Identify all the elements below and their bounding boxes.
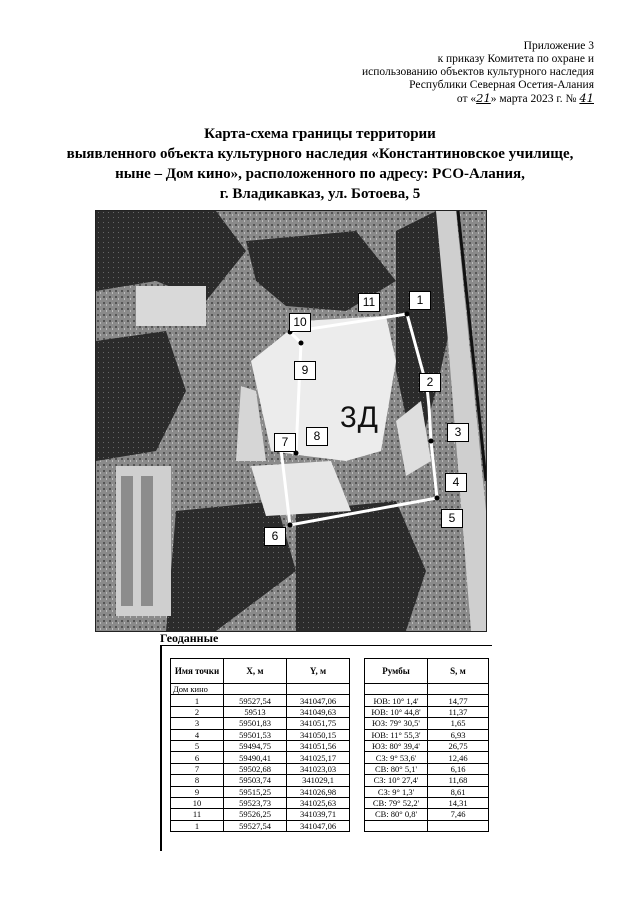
y-cell: 341025,63 bbox=[287, 797, 350, 808]
y-cell: 341029,1 bbox=[287, 775, 350, 786]
geodata-title: Геоданные bbox=[160, 631, 219, 645]
table-row bbox=[171, 797, 489, 808]
x-cell: 59523,73 bbox=[224, 797, 287, 808]
point-name-cell: 1 bbox=[171, 695, 224, 706]
point-name-cell: 1 bbox=[171, 820, 224, 831]
appendix-line: к приказу Комитета по охране и bbox=[437, 53, 594, 65]
point-label-10: 10 bbox=[289, 313, 311, 332]
rumb-cell: СВ: 80° 0,8' bbox=[365, 809, 428, 820]
order-number: 41 bbox=[579, 91, 594, 105]
point-label-7: 7 bbox=[274, 433, 296, 452]
y-cell: 341049,63 bbox=[287, 706, 350, 717]
s-cell: 6,93 bbox=[428, 729, 489, 740]
rumb-cell: ЮВ: 10° 1,4' bbox=[365, 695, 428, 706]
geodata-table bbox=[170, 658, 489, 832]
s-cell-empty bbox=[428, 820, 489, 831]
y-cell: 341047,06 bbox=[287, 695, 350, 706]
table-row bbox=[171, 718, 489, 729]
s-cell: 6,16 bbox=[428, 763, 489, 774]
point-name-cell: 7 bbox=[171, 763, 224, 774]
point-name-cell: 5 bbox=[171, 740, 224, 751]
table-row bbox=[171, 820, 489, 831]
title-line: выявленного объекта культурного наследия «Константиновское училище, bbox=[66, 146, 574, 162]
point-name-cell: 9 bbox=[171, 786, 224, 797]
date-prefix: от « bbox=[456, 93, 477, 105]
appendix-line: Приложение 3 bbox=[523, 40, 594, 52]
point-name-cell: 8 bbox=[171, 775, 224, 786]
appendix-line: Республики Северная Осетия-Алания bbox=[409, 79, 594, 91]
y-cell: 341047,06 bbox=[287, 820, 350, 831]
table-row bbox=[171, 729, 489, 740]
point-name-cell: 3 bbox=[171, 718, 224, 729]
x-cell: 59502,68 bbox=[224, 763, 287, 774]
point-label-6: 6 bbox=[264, 527, 286, 546]
point-name-cell: 10 bbox=[171, 797, 224, 808]
rumb-cell: СЗ: 9° 53,6' bbox=[365, 752, 428, 763]
point-name-cell: 2 bbox=[171, 706, 224, 717]
s-cell: 12,46 bbox=[428, 752, 489, 763]
s-cell: 26,75 bbox=[428, 740, 489, 751]
document-title bbox=[20, 124, 620, 204]
rumb-cell: ЮВ: 11° 55,3' bbox=[365, 729, 428, 740]
header-s: S, м bbox=[428, 659, 489, 684]
table-row bbox=[171, 763, 489, 774]
s-cell: 14,31 bbox=[428, 797, 489, 808]
group-label: Дом кино bbox=[171, 684, 224, 695]
x-cell: 59494,75 bbox=[224, 740, 287, 751]
table-row bbox=[171, 775, 489, 786]
header-y: Y, м bbox=[287, 659, 350, 684]
title-line: Карта-схема границы территории bbox=[204, 126, 436, 142]
rumb-cell: СЗ: 9° 1,3' bbox=[365, 786, 428, 797]
s-cell: 11,68 bbox=[428, 775, 489, 786]
x-cell: 59490,41 bbox=[224, 752, 287, 763]
table-row bbox=[171, 786, 489, 797]
point-label-5: 5 bbox=[441, 509, 463, 528]
table-row bbox=[171, 706, 489, 717]
x-cell: 59503,74 bbox=[224, 775, 287, 786]
rumb-cell: СВ: 80° 5,1' bbox=[365, 763, 428, 774]
point-name-cell: 6 bbox=[171, 752, 224, 763]
x-cell: 59515,25 bbox=[224, 786, 287, 797]
y-cell: 341051,75 bbox=[287, 718, 350, 729]
rumb-cell: ЮЗ: 80° 39,4' bbox=[365, 740, 428, 751]
s-cell: 8,61 bbox=[428, 786, 489, 797]
s-cell: 1,65 bbox=[428, 718, 489, 729]
geodata-section bbox=[160, 632, 485, 851]
appendix-header bbox=[274, 40, 594, 106]
y-cell: 341026,98 bbox=[287, 786, 350, 797]
y-cell: 341023,03 bbox=[287, 763, 350, 774]
point-label-11: 11 bbox=[358, 293, 380, 312]
appendix-date-line bbox=[274, 92, 594, 106]
title-line: г. Владикавказ, ул. Ботоева, 5 bbox=[219, 186, 421, 202]
s-cell: 11,37 bbox=[428, 706, 489, 717]
geodata-body bbox=[171, 684, 489, 832]
s-cell: 7,46 bbox=[428, 809, 489, 820]
rumb-cell: СВ: 79° 52,2' bbox=[365, 797, 428, 808]
header-rumb: Румбы bbox=[365, 659, 428, 684]
y-cell: 341039,71 bbox=[287, 809, 350, 820]
aerial-photo bbox=[96, 211, 486, 631]
y-cell: 341050,15 bbox=[287, 729, 350, 740]
title-line: ныне – Дом кино», расположенного по адресу: РСО-Алания, bbox=[115, 166, 525, 182]
table-row bbox=[171, 695, 489, 706]
building-mark: 3Д bbox=[340, 401, 380, 434]
table-row bbox=[171, 752, 489, 763]
point-label-1: 1 bbox=[409, 291, 431, 310]
x-cell: 59526,25 bbox=[224, 809, 287, 820]
point-name-cell: 4 bbox=[171, 729, 224, 740]
x-cell: 59527,54 bbox=[224, 695, 287, 706]
point-label-4: 4 bbox=[445, 473, 467, 492]
s-cell: 14,77 bbox=[428, 695, 489, 706]
point-label-3: 3 bbox=[447, 423, 469, 442]
rumb-cell: СЗ: 10° 27,4' bbox=[365, 775, 428, 786]
rumb-cell: ЮЗ: 79° 30,5' bbox=[365, 718, 428, 729]
x-cell: 59527,54 bbox=[224, 820, 287, 831]
header-x: X, м bbox=[224, 659, 287, 684]
x-cell: 59501,53 bbox=[224, 729, 287, 740]
date-middle: » марта 2023 г. № bbox=[490, 93, 577, 105]
map-scheme bbox=[95, 210, 487, 632]
group-row bbox=[171, 684, 489, 695]
header-point-name: Имя точки bbox=[171, 659, 224, 684]
point-name-cell: 11 bbox=[171, 809, 224, 820]
table-row bbox=[171, 809, 489, 820]
x-cell: 59513 bbox=[224, 706, 287, 717]
date-day: 21 bbox=[476, 91, 491, 105]
geodata-box bbox=[160, 645, 492, 851]
y-cell: 341025,17 bbox=[287, 752, 350, 763]
appendix-line: использованию объектов культурного наследия bbox=[361, 66, 594, 78]
point-label-8: 8 bbox=[306, 427, 328, 446]
x-cell: 59501,83 bbox=[224, 718, 287, 729]
rumb-cell-empty bbox=[365, 820, 428, 831]
rumb-cell: ЮВ: 10° 44,8' bbox=[365, 706, 428, 717]
point-label-2: 2 bbox=[419, 373, 441, 392]
point-label-9: 9 bbox=[294, 361, 316, 380]
y-cell: 341051,56 bbox=[287, 740, 350, 751]
table-row bbox=[171, 740, 489, 751]
